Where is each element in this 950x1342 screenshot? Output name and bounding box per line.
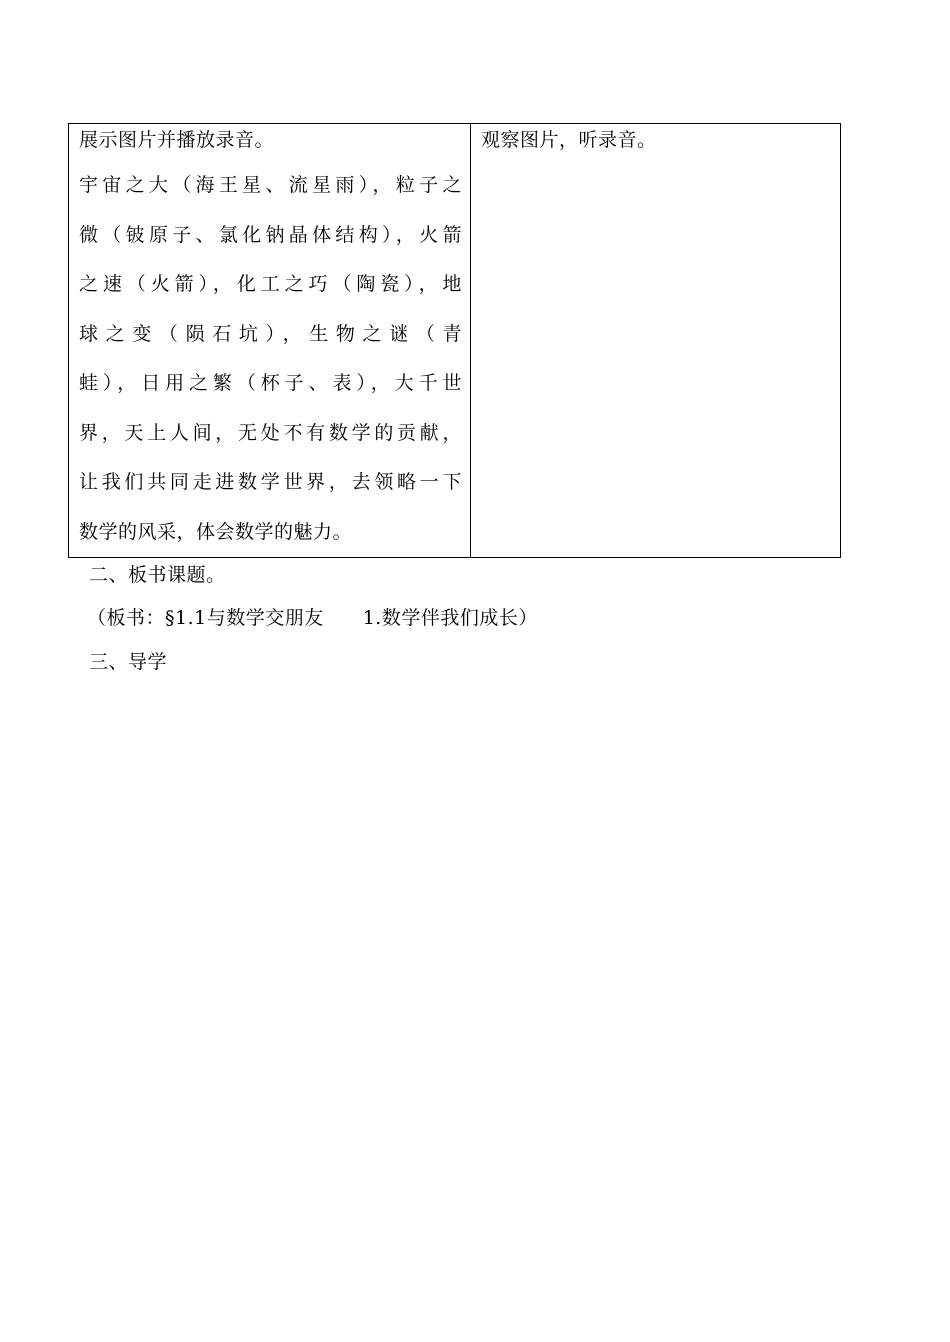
table-line: 数学的风采，体会数学的魅力。	[79, 520, 353, 543]
table-line: 微（铍原子、氯化钠晶体结构），火箭	[79, 223, 462, 246]
table-line: 让我们共同走进数学世界，去领略一下	[79, 471, 462, 493]
table-line: 观察图片，听录音。	[481, 129, 657, 151]
section-heading: 二、板书课题。	[89, 564, 226, 586]
teacher-activity-cell	[69, 124, 471, 557]
lesson-table	[68, 123, 841, 558]
table-line: 之速（火箭），化工之巧（陶瓷），地	[79, 273, 462, 295]
table-line: 宇宙之大（海王星、流星雨），粒子之	[79, 174, 462, 196]
table-line: 界，天上人间，无处不有数学的贡献，	[79, 421, 462, 444]
table-line: 蛙），日用之繁（杯子、表），大千世	[79, 372, 462, 394]
table-line: 球之变（陨石坑），生物之谜（青	[79, 322, 462, 345]
table-line: 展示图片并播放录音。	[79, 129, 275, 151]
section-heading: 三、导学	[89, 651, 168, 673]
board-note: （板书：§1.1与数学交朋友 1.数学伴我们成长）	[87, 607, 538, 629]
student-activity-cell	[471, 124, 840, 557]
